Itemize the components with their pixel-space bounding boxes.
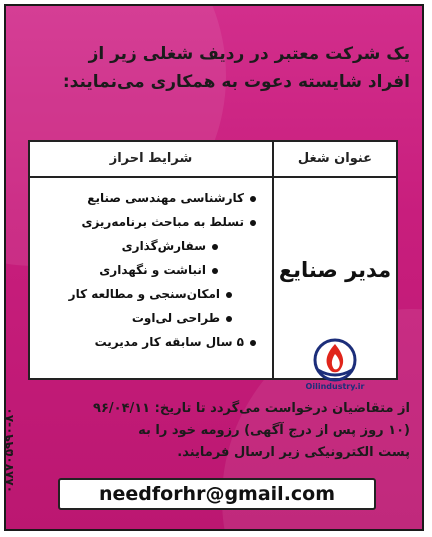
flame-icon [288, 336, 382, 382]
bullet-icon [212, 244, 218, 250]
list-item: کارشناسی مهندسی صنایع [38, 186, 262, 210]
logo-caption: Oilindustry.ir [305, 382, 365, 391]
list-item: انباشت و نگهداری [38, 258, 262, 282]
bullet-icon [250, 196, 256, 202]
headline [26, 40, 410, 96]
list-item: امکان‌سنجی و مطالعه کار [38, 282, 262, 306]
column-header-job: عنوان شغل [272, 142, 396, 176]
list-item: سفارش‌گذاری [38, 234, 262, 258]
table-header-row [30, 142, 396, 178]
bullet-icon [250, 220, 256, 226]
bullet-icon [250, 340, 256, 346]
list-item: تسلط به مباحث برنامه‌ریزی [38, 210, 262, 234]
bullet-icon [226, 316, 232, 322]
list-item: طراحی لی‌اوت [38, 306, 262, 330]
email-address[interactable]: needforhr@gmail.com [58, 478, 376, 510]
oilindustry-logo [288, 336, 382, 396]
job-title: مدیر صنایع [278, 258, 392, 282]
bullet-icon [226, 292, 232, 298]
footer-text [30, 398, 410, 464]
headline-line-1: یک شرکت معتبر در ردیف شغلی زیر از [88, 44, 410, 64]
bullet-icon [212, 268, 218, 274]
footer-line-3: پست الکترونیکی زیر ارسال فرمایند. [177, 445, 410, 460]
footer-line-2: (۱۰ روز پس از درج آگهی) رزومه خود را به [138, 423, 410, 438]
side-phone-number: ۰۸۸۷۰۵۹۹۰-۸۰ [2, 407, 16, 493]
requirements-list [38, 186, 262, 354]
job-table [28, 140, 398, 391]
job-cell [274, 176, 396, 391]
list-item: ۵ سال سابقه کار مدیریت [38, 330, 262, 354]
footer-line-1: از متقاضیان درخواست می‌گردد تا تاریخ: ۹۶/۰۴/۱۱ [93, 401, 410, 416]
headline-line-2: افراد شایسته دعوت به همکاری می‌نمایند: [62, 72, 410, 92]
column-header-requirements: شرایط احراز [109, 151, 193, 166]
